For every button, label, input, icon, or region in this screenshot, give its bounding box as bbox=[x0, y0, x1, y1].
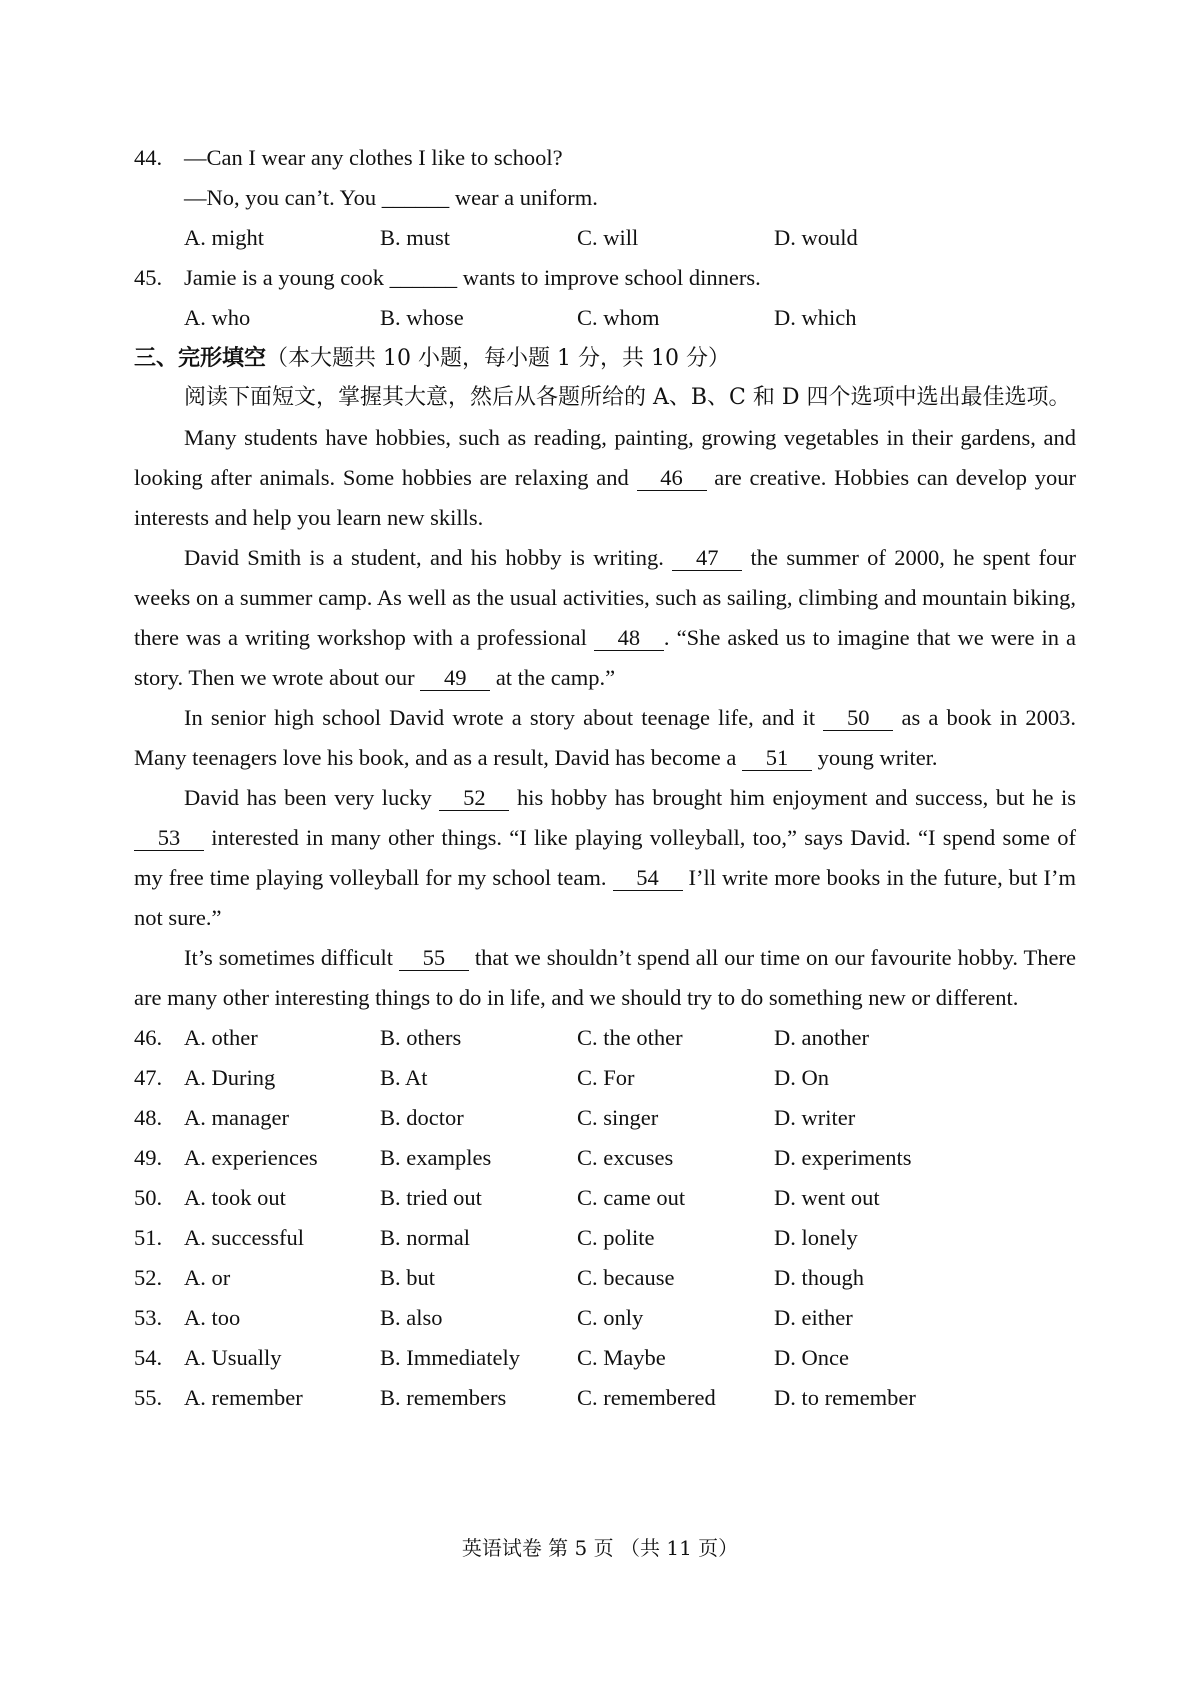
passage-text: as a book in 2003. Many teenagers love his book, and as a result, David has become a bbox=[134, 705, 1077, 770]
passage-text: the summer of 2000, he spent four weeks on a summer camp. As well as the usual activities, such as sailing, climbing and mountain biking, there was a writing workshop with a professional bbox=[134, 545, 1077, 650]
choice-row-55 bbox=[134, 1378, 1076, 1418]
option-a: A. successful bbox=[184, 1225, 304, 1250]
choice-row-52 bbox=[134, 1258, 1076, 1298]
option-a: A. or bbox=[184, 1265, 231, 1290]
option-b: B. tried out bbox=[380, 1185, 482, 1210]
passage-paragraph-5 bbox=[134, 938, 1076, 1018]
option-a: A. During bbox=[184, 1065, 276, 1090]
option-d: D. which bbox=[774, 305, 857, 330]
option-d: D. experiments bbox=[774, 1145, 912, 1170]
question-44-line-2 bbox=[134, 178, 1076, 218]
option-a: A. might bbox=[184, 225, 265, 250]
option-b: B. must bbox=[380, 225, 451, 250]
option-b: B. others bbox=[380, 1025, 462, 1050]
question-45-options bbox=[134, 298, 1076, 338]
question-text: —No, you can’t. You ______ wear a uniform. bbox=[184, 185, 598, 210]
option-d: D. though bbox=[774, 1265, 864, 1290]
option-c: C. Maybe bbox=[577, 1345, 666, 1370]
choice-number: 55. bbox=[134, 1385, 163, 1410]
option-c: C. polite bbox=[577, 1225, 655, 1250]
blank-48: 48 bbox=[594, 626, 664, 651]
passage-text: young writer. bbox=[817, 745, 938, 770]
option-d: D. lonely bbox=[774, 1225, 858, 1250]
blank-49: 49 bbox=[420, 666, 490, 691]
blank-50: 50 bbox=[823, 706, 893, 731]
option-a: A. experiences bbox=[184, 1145, 318, 1170]
blank-46: 46 bbox=[637, 466, 707, 491]
option-c: C. singer bbox=[577, 1105, 659, 1130]
section-note: （本大题共 10 小题，每小题 1 分，共 10 分） bbox=[266, 346, 730, 371]
question-text: —Can I wear any clothes I like to school? bbox=[184, 145, 563, 170]
option-a: A. too bbox=[184, 1305, 241, 1330]
option-d: D. writer bbox=[774, 1105, 856, 1130]
choice-number: 51. bbox=[134, 1225, 163, 1250]
option-c: C. will bbox=[577, 225, 639, 250]
option-c: C. only bbox=[577, 1305, 644, 1330]
option-b: B. examples bbox=[380, 1145, 492, 1170]
option-d: D. another bbox=[774, 1025, 869, 1050]
option-a: A. Usually bbox=[184, 1345, 282, 1370]
choice-row-50 bbox=[134, 1178, 1076, 1218]
question-text: Jamie is a young cook ______ wants to improve school dinners. bbox=[184, 265, 761, 290]
choice-row-49 bbox=[134, 1138, 1076, 1178]
option-d: D. Once bbox=[774, 1345, 849, 1370]
option-b: B. doctor bbox=[380, 1105, 464, 1130]
cloze-passage bbox=[134, 418, 1076, 1018]
page-footer: 英语试卷 第 5 页 （共 11 页） bbox=[461, 1536, 739, 1560]
exam-page bbox=[134, 138, 1076, 1418]
option-b: B. whose bbox=[380, 305, 464, 330]
option-a: A. who bbox=[184, 305, 251, 330]
passage-text: his hobby has brought him enjoyment and success, but he is bbox=[517, 785, 1077, 810]
option-b: B. At bbox=[380, 1065, 428, 1090]
instruction-text: 阅读下面短文，掌握其大意，然后从各题所给的 A、B、C 和 D 四个选项中选出最佳选项。 bbox=[184, 385, 1071, 410]
option-a: A. took out bbox=[184, 1185, 286, 1210]
choice-number: 52. bbox=[134, 1265, 163, 1290]
blank-47: 47 bbox=[672, 546, 742, 571]
choice-number: 50. bbox=[134, 1185, 163, 1210]
section-instruction bbox=[134, 378, 1076, 418]
question-number: 44. bbox=[134, 145, 163, 170]
blank-55: 55 bbox=[399, 946, 469, 971]
option-b: B. Immediately bbox=[380, 1345, 520, 1370]
section-title: 三、完形填空 bbox=[134, 345, 267, 371]
choice-list bbox=[134, 1018, 1076, 1418]
option-b: B. also bbox=[380, 1305, 443, 1330]
passage-text: are creative. Hobbies can develop your interests and help you learn new skills. bbox=[134, 465, 1077, 530]
choice-number: 54. bbox=[134, 1345, 163, 1370]
choice-number: 53. bbox=[134, 1305, 163, 1330]
passage-paragraph-1 bbox=[134, 418, 1076, 538]
option-b: B. normal bbox=[380, 1225, 470, 1250]
passage-text: Many students have hobbies, such as reading, painting, growing vegetables in their gardens, and looking after animals. Some hobbies are relaxing and bbox=[134, 425, 1076, 490]
passage-paragraph-2 bbox=[134, 538, 1076, 698]
blank-52: 52 bbox=[439, 786, 509, 811]
blank-54: 54 bbox=[613, 866, 683, 891]
option-c: C. excuses bbox=[577, 1145, 674, 1170]
question-44-options bbox=[134, 218, 1076, 258]
option-c: C. For bbox=[577, 1065, 635, 1090]
option-d: D. On bbox=[774, 1065, 829, 1090]
option-a: A. other bbox=[184, 1025, 258, 1050]
blank-53: 53 bbox=[134, 826, 204, 851]
option-b: B. remembers bbox=[380, 1385, 507, 1410]
passage-text: David Smith is a student, and his hobby is writing. bbox=[184, 545, 664, 570]
option-d: D. either bbox=[774, 1305, 853, 1330]
option-d: D. would bbox=[774, 225, 858, 250]
section-heading bbox=[134, 338, 1076, 378]
choice-number: 48. bbox=[134, 1105, 163, 1130]
choice-number: 47. bbox=[134, 1065, 163, 1090]
passage-text: interested in many other things. “I like playing volleyball, too,” says David. “I spend some of my free time playing volleyball for my school team. bbox=[134, 825, 1076, 890]
question-44-line-1 bbox=[134, 138, 1076, 178]
option-c: C. the other bbox=[577, 1025, 683, 1050]
option-c: C. remembered bbox=[577, 1385, 716, 1410]
passage-text: that we shouldn’t spend all our time on our favourite hobby. There are many other interesting things to do in life, and we should try to do something new or different. bbox=[134, 945, 1077, 1010]
passage-paragraph-4 bbox=[134, 778, 1076, 938]
passage-text: In senior high school David wrote a story about teenage life, and it bbox=[184, 705, 816, 730]
choice-row-54 bbox=[134, 1338, 1076, 1378]
option-a: A. remember bbox=[184, 1385, 303, 1410]
choice-row-51 bbox=[134, 1218, 1076, 1258]
passage-text: It’s sometimes difficult bbox=[184, 945, 393, 970]
passage-text: I’ll write more books in the future, but I’m not sure.” bbox=[134, 865, 1077, 930]
option-d: D. went out bbox=[774, 1185, 880, 1210]
option-d: D. to remember bbox=[774, 1385, 916, 1410]
choice-row-48 bbox=[134, 1098, 1076, 1138]
passage-paragraph-3 bbox=[134, 698, 1076, 778]
choice-number: 49. bbox=[134, 1145, 163, 1170]
option-c: C. because bbox=[577, 1265, 675, 1290]
option-c: C. came out bbox=[577, 1185, 686, 1210]
choice-row-46 bbox=[134, 1018, 1076, 1058]
option-a: A. manager bbox=[184, 1105, 289, 1130]
choice-number: 46. bbox=[134, 1025, 163, 1050]
question-number: 45. bbox=[134, 265, 163, 290]
blank-51: 51 bbox=[742, 746, 812, 771]
question-45-line-1 bbox=[134, 258, 1076, 298]
passage-text: David has been very lucky bbox=[184, 785, 432, 810]
option-c: C. whom bbox=[577, 305, 660, 330]
choice-row-47 bbox=[134, 1058, 1076, 1098]
choice-row-53 bbox=[134, 1298, 1076, 1338]
passage-text: . “She asked us to imagine that we were in a story. Then we wrote about our bbox=[134, 625, 1076, 690]
passage-text: at the camp.” bbox=[495, 665, 616, 690]
option-b: B. but bbox=[380, 1265, 436, 1290]
